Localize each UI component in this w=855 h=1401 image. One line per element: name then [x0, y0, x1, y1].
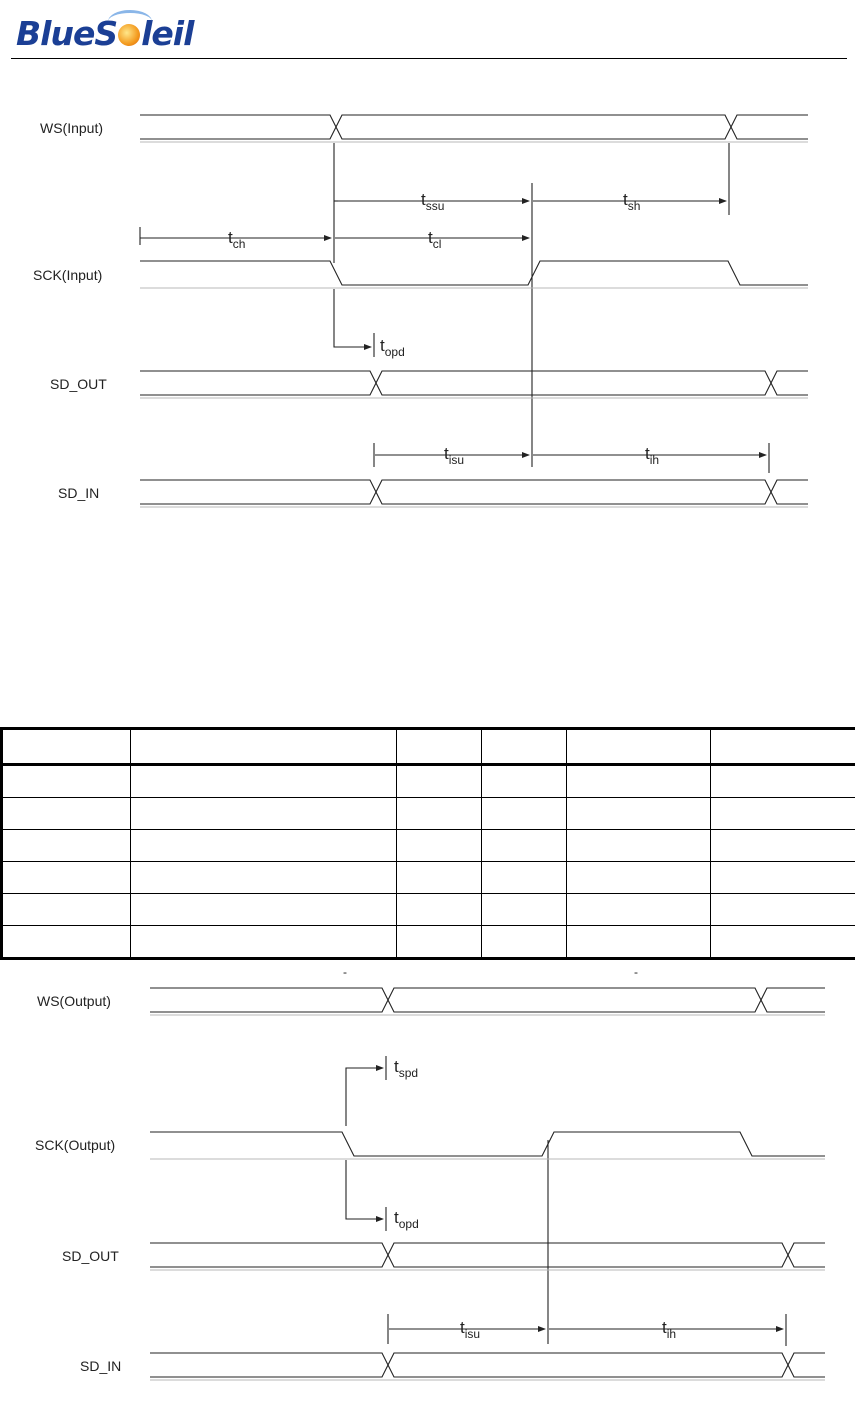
- table-cell: [2, 798, 131, 830]
- table-cell: [2, 830, 131, 862]
- table-cell: [397, 862, 482, 894]
- table-cell: [397, 926, 482, 959]
- table-cell: [131, 862, 397, 894]
- header-divider: [11, 58, 847, 59]
- timing-label-tih: $t_{ih}$: [662, 1318, 677, 1341]
- logo-text-part-2: leil: [141, 14, 194, 53]
- signal-label: SCK(Input): [33, 267, 103, 283]
- signal-label: SD_OUT: [62, 1248, 119, 1264]
- bluesoleil-logo: [16, 14, 193, 54]
- table-cell: [482, 830, 567, 862]
- timing-label-tih: $t_{ih}$: [645, 444, 660, 467]
- table-cell: [131, 729, 397, 765]
- table-body: [2, 729, 855, 959]
- signal-label: WS(Output): [37, 993, 111, 1009]
- table-row: [2, 798, 855, 830]
- timing-label-tisu: $t_{isu}$: [444, 444, 465, 467]
- timing-label-tch: $t_{ch}$: [228, 228, 246, 251]
- signal-label: SD_OUT: [50, 376, 107, 392]
- logo-swoosh: [108, 10, 152, 33]
- table-cell: [2, 729, 131, 765]
- table-row: [2, 894, 855, 926]
- table-cell: [482, 894, 567, 926]
- table-cell: [567, 894, 711, 926]
- table-cell: [131, 830, 397, 862]
- logo-text-part-1: BlueS: [16, 14, 118, 53]
- table-cell: [567, 798, 711, 830]
- table-cell: [711, 926, 855, 959]
- timing-parameter-table: [0, 727, 855, 960]
- signal-label: SCK(Output): [35, 1137, 116, 1153]
- table-cell: [397, 894, 482, 926]
- table-cell: [567, 926, 711, 959]
- timing-label-tssu: $t_{ssu}$: [421, 190, 445, 213]
- table-row: [2, 830, 855, 862]
- signal-label: SD_IN: [58, 485, 100, 501]
- table-cell: [482, 729, 567, 765]
- table-row: [2, 862, 855, 894]
- signal-label: SD_IN: [80, 1358, 122, 1374]
- table-cell: [711, 862, 855, 894]
- timing-label-topd: $t_{opd}$: [394, 1208, 419, 1231]
- table-cell: [397, 729, 482, 765]
- table-cell: [131, 765, 397, 798]
- signal-label: WS(Input): [40, 120, 104, 136]
- table-cell: [397, 765, 482, 798]
- table-cell: [482, 765, 567, 798]
- table-cell: [482, 798, 567, 830]
- table-row: [2, 765, 855, 798]
- table-cell: [2, 894, 131, 926]
- table-cell: [2, 926, 131, 959]
- table-cell: [711, 894, 855, 926]
- timing-label-tisu: $t_{isu}$: [460, 1318, 481, 1341]
- table-cell: [482, 862, 567, 894]
- table-cell: [397, 830, 482, 862]
- table-cell: [711, 765, 855, 798]
- timing-label-topd: $t_{opd}$: [380, 336, 405, 359]
- table-cell: [711, 729, 855, 765]
- table-row: [2, 926, 855, 959]
- table-cell: [711, 830, 855, 862]
- timing-label-tcl: $t_{cl}$: [428, 228, 442, 251]
- table-cell: [2, 862, 131, 894]
- table-cell: [131, 798, 397, 830]
- table-cell: [131, 894, 397, 926]
- table-cell: [482, 926, 567, 959]
- diagram-mark: -: [343, 970, 347, 979]
- table-cell: [397, 798, 482, 830]
- diagram-mark: -: [634, 970, 638, 979]
- table-cell: [2, 765, 131, 798]
- table-cell: [567, 862, 711, 894]
- timing-diagram-slave: [0, 95, 855, 625]
- table-cell: [567, 729, 711, 765]
- table-cell: [131, 926, 397, 959]
- timing-diagram-master: [0, 970, 855, 1395]
- table-cell: [567, 830, 711, 862]
- table-header-row: [2, 729, 855, 765]
- page-header: [0, 0, 855, 62]
- table-cell: [567, 765, 711, 798]
- timing-label-tsh: $t_{sh}$: [623, 190, 641, 213]
- timing-label-tspd: $t_{spd}$: [394, 1057, 419, 1080]
- table-cell: [711, 798, 855, 830]
